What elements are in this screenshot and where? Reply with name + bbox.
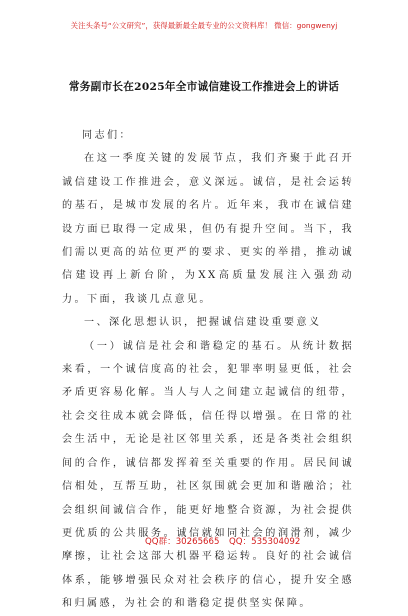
qq-number: QQ：535304092 xyxy=(229,537,301,547)
qq-group-number: QQ群：30265665 xyxy=(145,537,220,547)
promo-banner: 关注头条号“公文研究”，获得最新最全最专业的公文资料库！ 微信：gongwenyj xyxy=(70,21,338,30)
document-title: 常务副市长在2025年全市诚信建设工作推进会上的讲话 xyxy=(68,81,340,93)
section-1-paragraph-1: （一）诚信是社会和谐稳定的基石。从统计数据来看，一个诚信度高的社会，犯罪率明显更低，社会矛盾更容易化解。当人与人之间建立起诚信的纽带，社会交往成本就会降低，信任得以增强。在日常的社会生活中，无论是社区邻里关系，还是各类社会组织间的合作，诚信都发挥着至关重要的作用。居民间诚信相处，互帮互助，社区氛围就会更加和谐融洽；社会组织间诚信合作，能更好地整合资源，为社会提供更优质的公共服务。诚信就如同社会的润滑剂，减少摩擦，让社会这部大机器平稳运转。良好的社会诚信体系，能够增强民众对社会秩序的信心，提升安全感和归属感，为社会的和谐稳定提供坚实保障。 xyxy=(62,340,354,610)
section-heading-1: 一、深化思想认识，把握诚信建设重要意义 xyxy=(84,317,322,329)
intro-paragraph: 在这一季度关键的发展节点，我们齐聚于此召开诚信建设工作推进会，意义深远。诚信，是社会运转的基石，是城市发展的名片。近年来，我市在诚信建设方面已取得一定成果，但仍有提升空间。当下，我们需以更高的站位更严的要求、更实的举措，推动诚信建设再上新台阶，为XX高质量发展注入强劲动力。下面，我谈几点意见。 xyxy=(62,153,354,305)
salutation: 同志们： xyxy=(82,130,132,141)
